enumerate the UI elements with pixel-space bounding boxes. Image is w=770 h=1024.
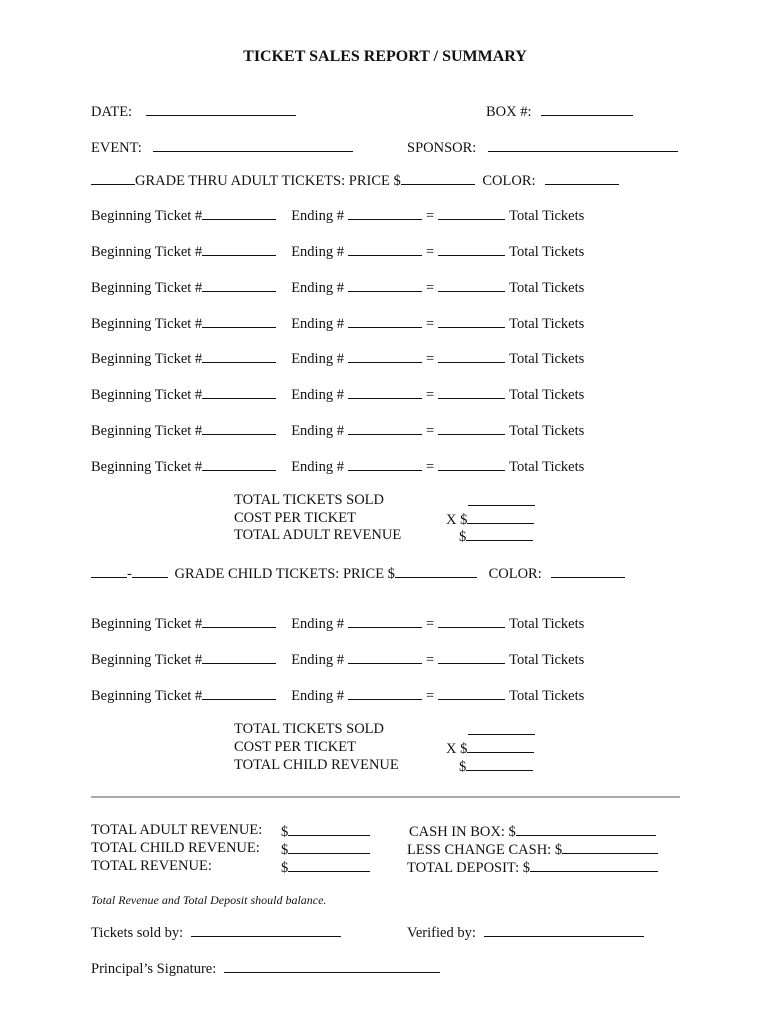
ending-blank[interactable] (348, 649, 422, 664)
ending-blank[interactable] (348, 384, 422, 399)
verified-by-blank[interactable] (484, 922, 644, 937)
beginning-blank[interactable] (202, 205, 276, 220)
adult-price-blank[interactable] (401, 170, 475, 185)
beginning-label: Beginning Ticket # (91, 616, 203, 632)
child-ticket-row (91, 649, 584, 669)
child-revenue-field[interactable] (459, 756, 533, 776)
total-tickets-label: Total Tickets (509, 244, 585, 260)
total-child-revenue-field[interactable] (281, 839, 370, 859)
beginning-blank[interactable] (202, 384, 276, 399)
verified-by-label: Verified by: (407, 925, 476, 941)
ending-label: Ending # (291, 208, 344, 224)
balance-note: Total Revenue and Total Deposit should balance. (91, 893, 327, 907)
beginning-label: Beginning Ticket # (91, 387, 203, 403)
child-heading-label: GRADE CHILD TICKETS: PRICE $ (174, 566, 395, 582)
beginning-label: Beginning Ticket # (91, 459, 203, 475)
child-revenue-prefix: $ (459, 759, 467, 775)
equals-sign: = (425, 387, 435, 403)
event-label: EVENT: (91, 140, 142, 156)
less-change-label: LESS CHANGE CASH: $ (407, 842, 563, 858)
beginning-blank[interactable] (202, 348, 276, 363)
total-blank[interactable] (438, 456, 505, 471)
box-label: BOX #: (486, 104, 532, 120)
ending-label: Ending # (291, 616, 344, 632)
child-cost-label: COST PER TICKET (234, 739, 356, 755)
total-revenue-blank[interactable] (288, 857, 370, 872)
ending-blank[interactable] (348, 277, 422, 292)
adult-revenue-blank[interactable] (466, 526, 533, 541)
child-sold-blank[interactable] (468, 720, 535, 735)
adult-ticket-row (91, 420, 584, 440)
equals-sign: = (425, 351, 435, 367)
cash-in-box-field[interactable] (409, 821, 656, 841)
principal-signature-blank[interactable] (224, 958, 440, 973)
total-tickets-label: Total Tickets (509, 423, 585, 439)
total-tickets-label: Total Tickets (509, 280, 585, 296)
box-blank[interactable] (541, 101, 633, 116)
ending-blank[interactable] (348, 613, 422, 628)
total-adult-revenue-field[interactable] (281, 821, 370, 841)
sponsor-blank[interactable] (488, 137, 678, 152)
total-deposit-label: TOTAL DEPOSIT: $ (407, 860, 530, 876)
beginning-blank[interactable] (202, 456, 276, 471)
sold-by-label: Tickets sold by: (91, 925, 184, 941)
total-deposit-blank[interactable] (530, 857, 658, 872)
ending-blank[interactable] (348, 420, 422, 435)
child-grade-to-blank[interactable] (132, 563, 168, 578)
adult-revenue-field[interactable] (459, 526, 533, 546)
less-change-field[interactable] (407, 839, 658, 859)
beginning-blank[interactable] (202, 685, 276, 700)
total-blank[interactable] (438, 420, 505, 435)
child-grade-from-blank[interactable] (91, 563, 127, 578)
beginning-label: Beginning Ticket # (91, 351, 203, 367)
total-child-dollar: $ (281, 842, 289, 858)
adult-sold-blank[interactable] (468, 491, 535, 506)
box-field[interactable] (486, 101, 633, 121)
adult-ticket-row (91, 313, 584, 333)
sold-by-field[interactable] (91, 922, 341, 942)
equals-sign: = (425, 616, 435, 632)
ending-blank[interactable] (348, 456, 422, 471)
child-heading (91, 563, 625, 583)
child-sold-label: TOTAL TICKETS SOLD (234, 721, 385, 737)
adult-ticket-row (91, 241, 584, 261)
principal-signature-field[interactable] (91, 958, 440, 978)
total-adult-revenue-blank[interactable] (288, 821, 370, 836)
cash-in-box-label: CASH IN BOX: $ (409, 824, 516, 840)
total-blank[interactable] (438, 384, 505, 399)
child-cost-prefix: X $ (446, 741, 468, 757)
ending-label: Ending # (291, 351, 344, 367)
total-child-revenue-blank[interactable] (288, 839, 370, 854)
ending-label: Ending # (291, 280, 344, 296)
beginning-blank[interactable] (202, 420, 276, 435)
beginning-blank[interactable] (202, 277, 276, 292)
beginning-blank[interactable] (202, 313, 276, 328)
total-tickets-label: Total Tickets (509, 387, 585, 403)
equals-sign: = (425, 208, 435, 224)
adult-ticket-row (91, 456, 584, 476)
sold-by-blank[interactable] (191, 922, 341, 937)
child-ticket-row (91, 685, 584, 705)
adult-ticket-row (91, 384, 584, 404)
beginning-label: Beginning Ticket # (91, 652, 203, 668)
total-blank[interactable] (438, 348, 505, 363)
total-tickets-label: Total Tickets (509, 351, 585, 367)
child-revenue-blank[interactable] (466, 756, 533, 771)
total-tickets-label: Total Tickets (509, 688, 585, 704)
sponsor-field[interactable] (407, 137, 678, 157)
equals-sign: = (425, 316, 435, 332)
total-deposit-field[interactable] (407, 857, 658, 877)
total-child-revenue-label: TOTAL CHILD REVENUE: (91, 840, 260, 856)
adult-ticket-row (91, 348, 584, 368)
beginning-label: Beginning Ticket # (91, 208, 203, 224)
adult-ticket-row (91, 205, 584, 225)
sponsor-label: SPONSOR: (407, 140, 477, 156)
adult-cost-prefix: X $ (446, 512, 468, 528)
child-cost-field[interactable] (446, 738, 534, 758)
child-dash: - (127, 566, 132, 582)
total-blank[interactable] (438, 205, 505, 220)
equals-sign: = (425, 688, 435, 704)
cash-in-box-blank[interactable] (516, 821, 656, 836)
ending-label: Ending # (291, 244, 344, 260)
beginning-blank[interactable] (202, 613, 276, 628)
ending-label: Ending # (291, 652, 344, 668)
ending-label: Ending # (291, 423, 344, 439)
ending-blank[interactable] (348, 348, 422, 363)
adult-revenue-label: TOTAL ADULT REVENUE (234, 527, 402, 543)
beginning-blank[interactable] (202, 241, 276, 256)
total-blank[interactable] (438, 241, 505, 256)
beginning-label: Beginning Ticket # (91, 423, 203, 439)
adult-cost-label: COST PER TICKET (234, 510, 356, 526)
ending-label: Ending # (291, 387, 344, 403)
adult-color-label: COLOR: (482, 173, 536, 189)
total-tickets-label: Total Tickets (509, 208, 585, 224)
ending-blank[interactable] (348, 241, 422, 256)
child-color-label: COLOR: (488, 566, 542, 582)
adult-ticket-row (91, 277, 584, 297)
total-tickets-label: Total Tickets (509, 616, 585, 632)
equals-sign: = (425, 459, 435, 475)
total-tickets-label: Total Tickets (509, 316, 585, 332)
adult-revenue-prefix: $ (459, 529, 467, 545)
total-adult-dollar: $ (281, 824, 289, 840)
equals-sign: = (425, 280, 435, 296)
ending-label: Ending # (291, 459, 344, 475)
total-revenue-field[interactable] (281, 857, 370, 877)
event-field[interactable] (91, 137, 353, 157)
child-revenue-label: TOTAL CHILD REVENUE (234, 757, 399, 773)
date-field[interactable] (91, 101, 296, 121)
section-divider (91, 796, 680, 798)
less-change-blank[interactable] (562, 839, 658, 854)
total-tickets-label: Total Tickets (509, 652, 585, 668)
ending-blank[interactable] (348, 205, 422, 220)
total-adult-revenue-label: TOTAL ADULT REVENUE: (91, 822, 263, 838)
total-revenue-label: TOTAL REVENUE: (91, 858, 212, 874)
adult-cost-blank[interactable] (467, 509, 534, 524)
total-tickets-label: Total Tickets (509, 459, 585, 475)
ending-label: Ending # (291, 688, 344, 704)
verified-by-field[interactable] (407, 922, 644, 942)
child-cost-blank[interactable] (467, 738, 534, 753)
child-color-blank[interactable] (551, 563, 625, 578)
ending-blank[interactable] (348, 313, 422, 328)
adult-sold-field[interactable] (468, 491, 535, 511)
adult-heading-label: GRADE THRU ADULT TICKETS: PRICE $ (135, 173, 401, 189)
beginning-label: Beginning Ticket # (91, 244, 203, 260)
ending-blank[interactable] (348, 685, 422, 700)
adult-color-blank[interactable] (545, 170, 619, 185)
total-blank[interactable] (438, 277, 505, 292)
total-blank[interactable] (438, 613, 505, 628)
beginning-label: Beginning Ticket # (91, 280, 203, 296)
child-price-blank[interactable] (395, 563, 477, 578)
total-revenue-dollar: $ (281, 860, 289, 876)
adult-grade-blank[interactable] (91, 170, 135, 185)
adult-sold-label: TOTAL TICKETS SOLD (234, 492, 385, 508)
event-blank[interactable] (153, 137, 353, 152)
child-sold-field[interactable] (468, 720, 535, 740)
beginning-label: Beginning Ticket # (91, 688, 203, 704)
total-blank[interactable] (438, 649, 505, 664)
child-ticket-row (91, 613, 584, 633)
beginning-label: Beginning Ticket # (91, 316, 203, 332)
equals-sign: = (425, 423, 435, 439)
total-blank[interactable] (438, 313, 505, 328)
date-blank[interactable] (146, 101, 296, 116)
adult-heading (91, 170, 619, 190)
ending-label: Ending # (291, 316, 344, 332)
total-blank[interactable] (438, 685, 505, 700)
beginning-blank[interactable] (202, 649, 276, 664)
date-label: DATE: (91, 104, 133, 120)
equals-sign: = (425, 652, 435, 668)
page-title: TICKET SALES REPORT / SUMMARY (243, 48, 527, 65)
equals-sign: = (425, 244, 435, 260)
principal-signature-label: Principal’s Signature: (91, 961, 217, 977)
